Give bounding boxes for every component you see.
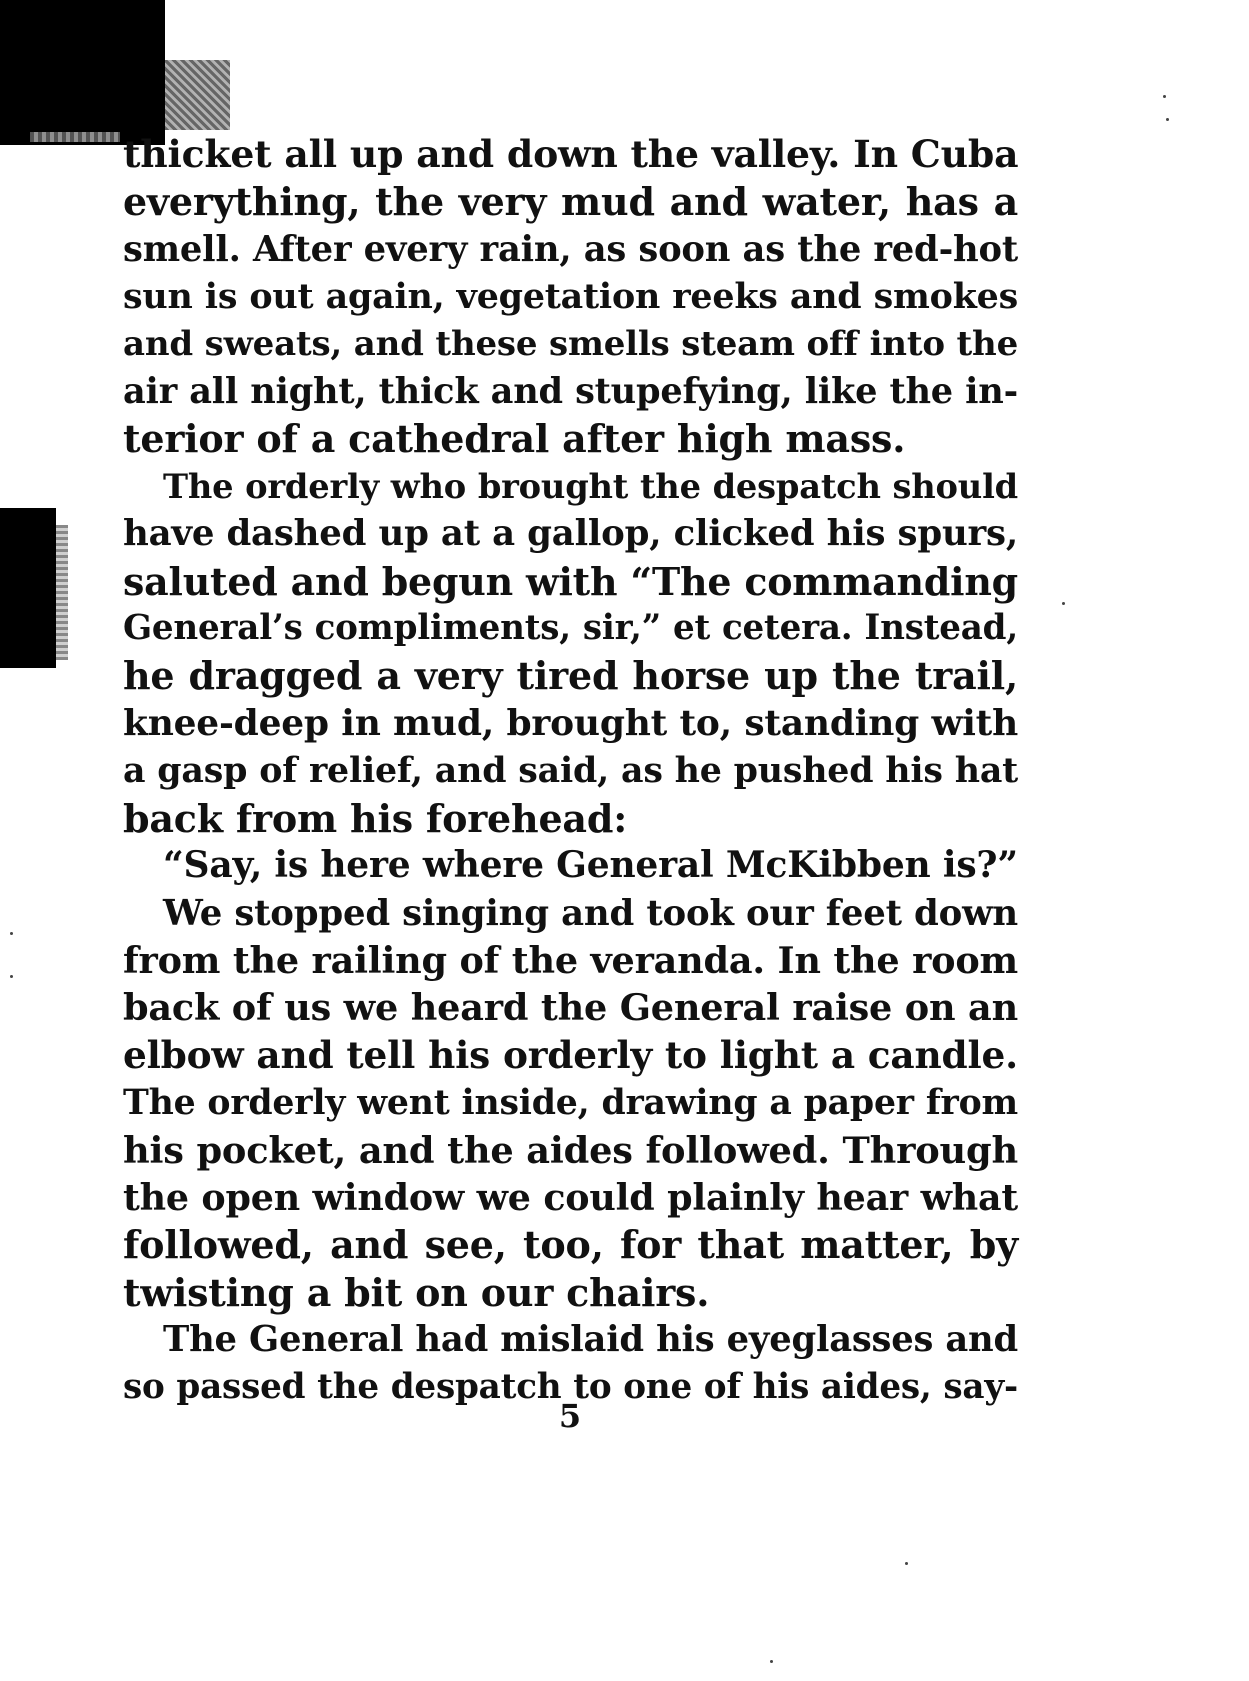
body-text bbox=[123, 131, 1018, 1411]
text-line: followed, and see, too, for that matter, by bbox=[123, 1222, 1018, 1268]
text-line: thicket all up and down the valley. In Cuba bbox=[123, 132, 1019, 176]
text-line: The General had mislaid his eyeglasses and bbox=[163, 1319, 1018, 1361]
text-line: air all night, thick and stupefying, like the in- bbox=[123, 371, 1018, 413]
scan-speck bbox=[770, 1660, 773, 1663]
text-line: have dashed up at a gallop, clicked his spurs, bbox=[123, 513, 1018, 555]
text-line: twisting a bit on our chairs. bbox=[123, 1269, 710, 1315]
text-line: and sweats, and these smells steam off into the bbox=[123, 323, 1018, 364]
scan-speck bbox=[1163, 95, 1166, 98]
scan-speck bbox=[1062, 602, 1065, 605]
text-line: the open window we could plainly hear what bbox=[123, 1175, 1018, 1219]
scan-speck bbox=[10, 975, 13, 978]
scan-speck bbox=[10, 932, 13, 935]
scan-speck bbox=[905, 1562, 908, 1565]
text-line: terior of a cathedral after high mass. bbox=[123, 416, 906, 462]
text-line: saluted and begun with “The commanding bbox=[123, 558, 1018, 604]
text-line: everything, the very mud and water, has a bbox=[123, 179, 1018, 225]
text-line: General’s compliments, sir,” et cetera. Instead, bbox=[123, 608, 1018, 649]
text-line: back from his forehead: bbox=[123, 795, 628, 841]
scan-blot-top-left bbox=[0, 0, 165, 145]
text-line: “Say, is here where General McKibben is?” bbox=[163, 844, 1018, 887]
text-line: We stopped singing and took our feet down bbox=[163, 892, 1018, 934]
text-line: from the railing of the veranda. In the room bbox=[123, 938, 1018, 982]
text-line: elbow and tell his orderly to light a candle. bbox=[123, 1032, 1018, 1077]
text-line: his pocket, and the aides followed. Through bbox=[123, 1128, 1018, 1172]
text-line: so passed the despatch to one of his aides, say- bbox=[123, 1366, 1018, 1407]
text-line: smell. After every rain, as soon as the red-hot bbox=[123, 228, 1018, 270]
scan-blot-left bbox=[0, 508, 56, 668]
text-line: knee-deep in mud, brought to, standing with bbox=[123, 701, 1018, 744]
text-line: The orderly who brought the despatch should bbox=[163, 465, 1018, 506]
scan-noise-top bbox=[165, 60, 230, 130]
text-line: he dragged a very tired horse up the trail, bbox=[123, 653, 1018, 699]
text-line: The orderly went inside, drawing a paper from bbox=[123, 1082, 1018, 1124]
page-number: 5 bbox=[558, 1397, 582, 1435]
text-line: back of us we heard the General raise on an bbox=[123, 986, 1018, 1030]
text-line: a gasp of relief, and said, as he pushed his hat bbox=[123, 750, 1018, 792]
text-line: sun is out again, vegetation reeks and smokes bbox=[123, 276, 1018, 318]
scan-speck bbox=[1166, 118, 1169, 121]
scan-noise-left bbox=[56, 525, 68, 660]
scan-noise-edge bbox=[30, 132, 120, 142]
